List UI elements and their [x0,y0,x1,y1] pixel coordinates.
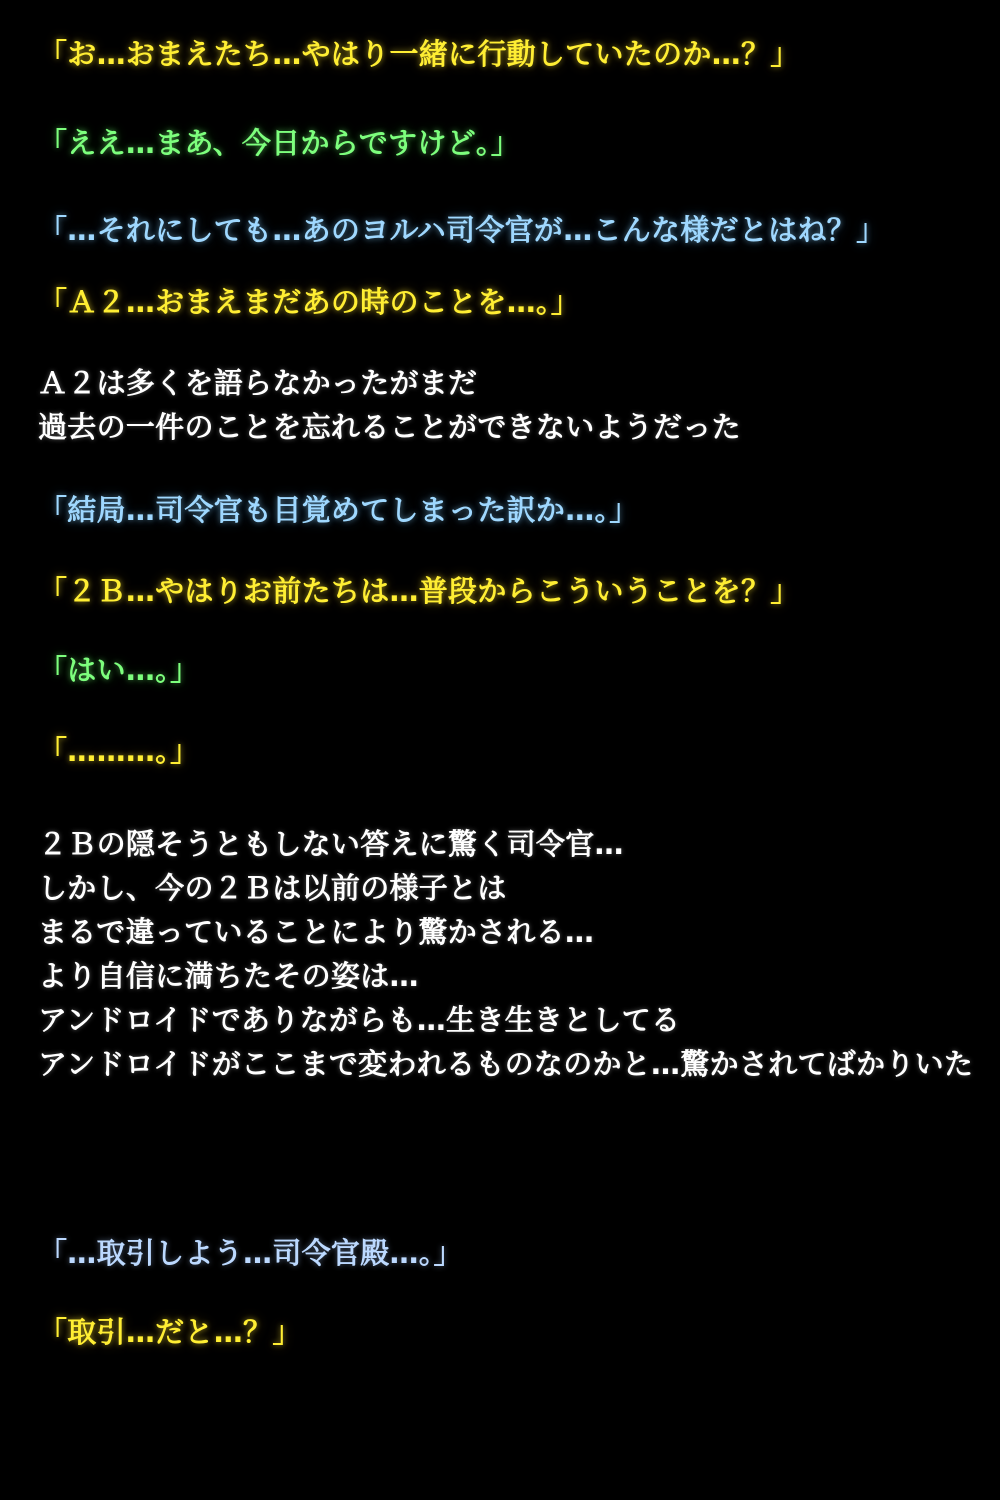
narration-line-1: Ａ２は多くを語らなかったがまだ [38,366,478,400]
spacer [38,442,978,496]
spacer [38,245,978,288]
narration-line-2: 過去の一件のことを忘れることができないようだった [38,410,741,444]
dialogue-line-a2-2: 「結局…司令官も目覚めてしまった訳か…。」 [38,493,639,527]
dialogue-line-commander-1: 「お…おまえたち…やはり一緒に行動していたのか…？」 [38,37,800,71]
dialogue-line-2b-2: 「はい…。」 [38,653,200,687]
dialogue-line-commander-4: 「………。」 [38,734,200,768]
dialogue-line-commander-2: 「Ａ２…おまえまだあの時のことを…。」 [38,285,581,319]
dialogue-line-2b-1: 「ええ…まあ、今日からですけど。」 [38,126,520,160]
narration-line-6: より自信に満ちたその姿は… [38,959,419,993]
script-text-block [38,0,978,1347]
dialogue-line-a2-3: 「…取引しよう…司令官殿…。」 [38,1236,463,1270]
narration-line-4: しかし、今の２Ｂは以前の様子とは [38,871,507,905]
spacer [38,69,978,129]
narration-line-8: アンドロイドがここまで変われるものなのかと…驚かされてばかりいた [38,1047,974,1081]
narration-line-3: ２Ｂの隠そうともしない答えに驚く司令官… [38,827,624,861]
narration-line-5: まるで違っていることにより驚かされる… [38,915,595,949]
spacer [38,0,978,40]
spacer [38,606,978,656]
spacer [38,525,978,577]
spacer [38,1268,978,1318]
spacer [38,317,978,369]
spacer [38,158,978,216]
spacer [38,766,978,830]
dialogue-line-commander-5: 「取引…だと…？」 [38,1315,302,1349]
spacer [38,685,978,737]
dialogue-line-commander-3: 「２Ｂ…やはりお前たちは…普段からこういうことを？」 [38,574,800,608]
dialogue-line-a2-1: 「…それにしても…あのヨルハ司令官が…こんな様だとはね？」 [38,213,886,247]
spacer [38,1079,978,1239]
narration-line-7: アンドロイドでありながらも…生き生きとしてる [38,1003,681,1037]
